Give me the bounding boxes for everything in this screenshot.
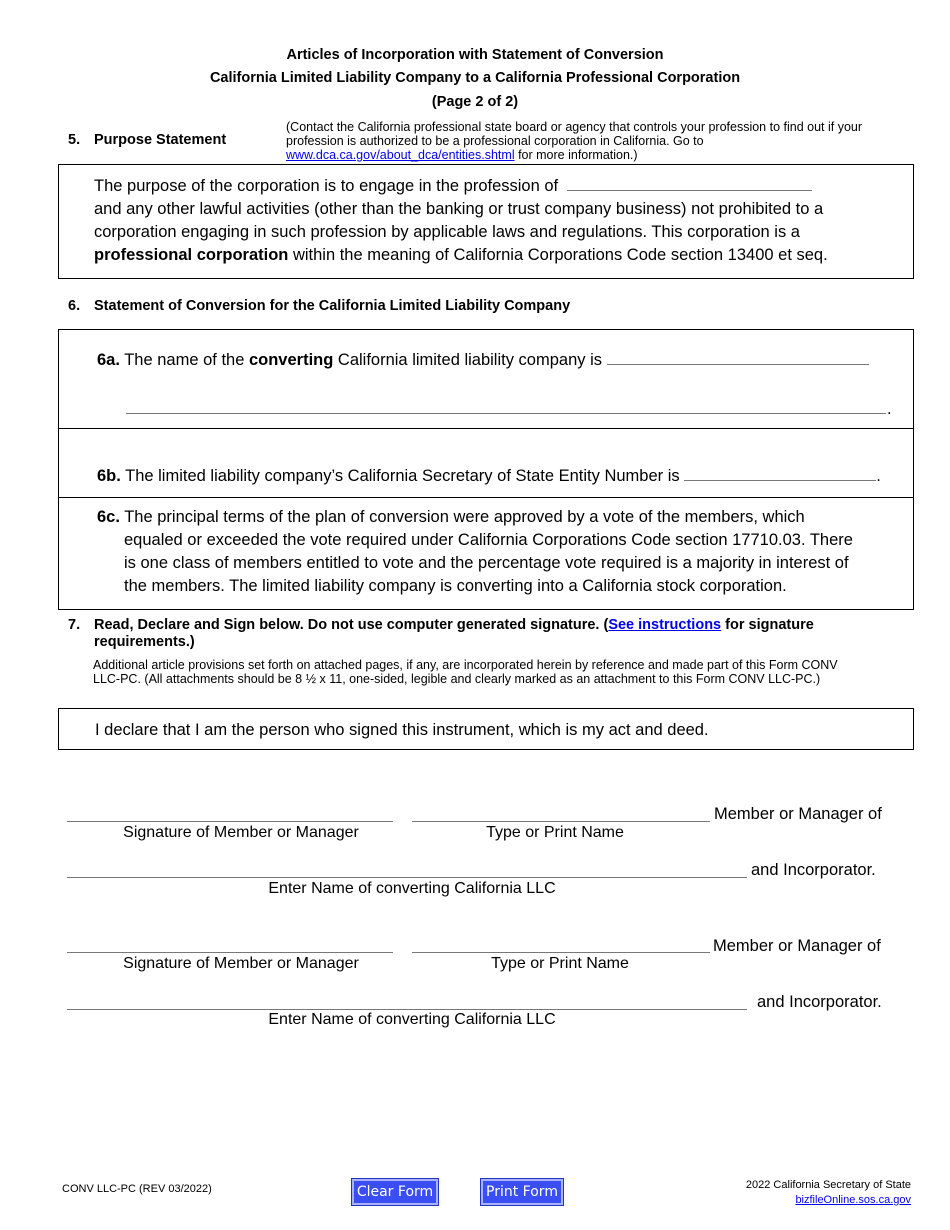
item-6c-line1: The principal terms of the plan of conversion were approved by a vote of the members, which — [119, 508, 805, 526]
form-title: Articles of Incorporation with Statement of Conversion — [286, 47, 664, 63]
item-6b-label: 6b. — [97, 467, 121, 485]
profession-field[interactable] — [567, 176, 812, 191]
section5-number: 5. — [68, 132, 81, 148]
section5-heading: Purpose Statement — [94, 132, 227, 148]
signature-label-1: Signature of Member or Manager — [123, 824, 359, 841]
section6-number: 6. — [68, 298, 81, 314]
dca-link[interactable]: www.dca.ca.gov/about_dca/entities.shtml — [286, 148, 515, 162]
print-form-button[interactable]: Print Form — [481, 1179, 563, 1205]
declaration-text: I declare that I am the person who signed this instrument, which is my act and deed. — [95, 721, 709, 739]
copyright-text: 2022 California Secretary of State — [745, 1179, 911, 1191]
purpose-line4: within the meaning of California Corporations Code section 13400 et seq. — [288, 246, 828, 264]
signature-field-2[interactable] — [67, 952, 393, 953]
form-id: CONV LLC-PC (REV 03/2022) — [62, 1183, 212, 1195]
section5-note-line1: (Contact the California professional state board or agency that controls your profession to find out if your — [286, 120, 863, 134]
section7-heading-post: for signature — [721, 617, 814, 633]
conversion-box — [58, 329, 914, 610]
purpose-line3: corporation engaging in such profession by applicable laws and regulations. This corporation is a — [94, 223, 800, 241]
section5-note-tail: for more information.) — [514, 148, 638, 162]
divider-6b-6c — [59, 497, 913, 498]
item-6c-line4: the members. The limited liability company is converting into a California stock corporation. — [124, 577, 787, 595]
llc-name-field-line1[interactable] — [607, 350, 869, 365]
item-6c-line2: equaled or exceeded the vote required under California Corporations Code section 17710.03. There — [124, 531, 853, 549]
item-6c — [97, 506, 897, 598]
section7-note-line1: Additional article provisions set forth on attached pages, if any, are incorporated herein by reference and made part of this Form CONV — [93, 658, 838, 672]
section5-note-line2: profession is authorized to be a professional corporation in California. Go to — [286, 134, 704, 148]
llc-name-field-line2[interactable] — [126, 413, 886, 414]
incorporator-label-2: and Incorporator. — [757, 993, 882, 1011]
print-name-field-1[interactable] — [412, 821, 710, 822]
llc-name-field-1[interactable] — [67, 877, 747, 878]
see-instructions-link[interactable]: See instructions — [608, 617, 722, 633]
item-6b: 6b. The limited liability company’s California Secretary of State Entity Number is . — [97, 467, 881, 485]
bizfile-link[interactable]: bizfileOnline.sos.ca.gov — [795, 1194, 911, 1206]
print-name-field-2[interactable] — [412, 952, 710, 953]
declaration-box — [58, 708, 914, 750]
item-6a — [97, 349, 907, 372]
purpose-line2: and any other lawful activities (other than the banking or trust company business) not prohibited to a — [94, 200, 824, 218]
signature-label-2: Signature of Member or Manager — [123, 955, 359, 972]
item-6a-text-pre: The name of the — [119, 351, 249, 369]
section5-note — [286, 120, 906, 162]
section7-note — [93, 658, 913, 686]
period: . — [887, 400, 892, 418]
llc-name-label-1: Enter Name of converting California LLC — [268, 880, 556, 897]
item-6c-line3: is one class of members entitled to vote and the percentage vote required is a majority in interest of — [124, 554, 849, 572]
member-of-label-1: Member or Manager of — [714, 805, 882, 823]
incorporator-label-1: and Incorporator. — [751, 861, 876, 879]
purpose-line1: The purpose of the corporation is to engage in the profession of — [94, 177, 559, 195]
divider-6a-6b — [59, 428, 913, 429]
clear-form-button[interactable]: Clear Form — [352, 1179, 438, 1205]
section6-heading: Statement of Conversion for the California Limited Liability Company — [94, 298, 571, 314]
item-6c-label: 6c. — [97, 508, 120, 526]
section7-number: 7. — [68, 617, 81, 633]
form-subtitle: California Limited Liability Company to a California Professional Corporation — [209, 70, 741, 86]
purpose-bold-term: professional corporation — [94, 246, 289, 264]
llc-name-field-2[interactable] — [67, 1009, 747, 1010]
section7-note-line2: LLC-PC. (All attachments should be 8 ½ x 11, one-sided, legible and clearly marked as an attachment to this Form CONV LLC-PC.) — [93, 672, 821, 686]
entity-number-field[interactable] — [684, 466, 876, 481]
item-6a-label: 6a. — [97, 351, 120, 369]
item-6b-text: The limited liability company’s California Secretary of State Entity Number is — [120, 467, 680, 485]
purpose-box — [58, 164, 914, 279]
print-name-label-2: Type or Print Name — [491, 955, 629, 972]
section7-heading-line2: requirements.) — [94, 634, 195, 650]
item-6a-text-post: California limited liability company is — [333, 351, 603, 369]
section7-heading-pre: Read, Declare and Sign below. Do not use computer generated signature. ( — [94, 617, 609, 633]
item-6a-bold: converting — [248, 351, 334, 369]
member-of-label-2: Member or Manager of — [713, 937, 881, 955]
section7-heading — [94, 617, 894, 651]
print-name-label-1: Type or Print Name — [486, 824, 624, 841]
llc-name-label-2: Enter Name of converting California LLC — [268, 1011, 556, 1028]
signature-field-1[interactable] — [67, 821, 393, 822]
page-indicator: (Page 2 of 2) — [431, 94, 519, 110]
